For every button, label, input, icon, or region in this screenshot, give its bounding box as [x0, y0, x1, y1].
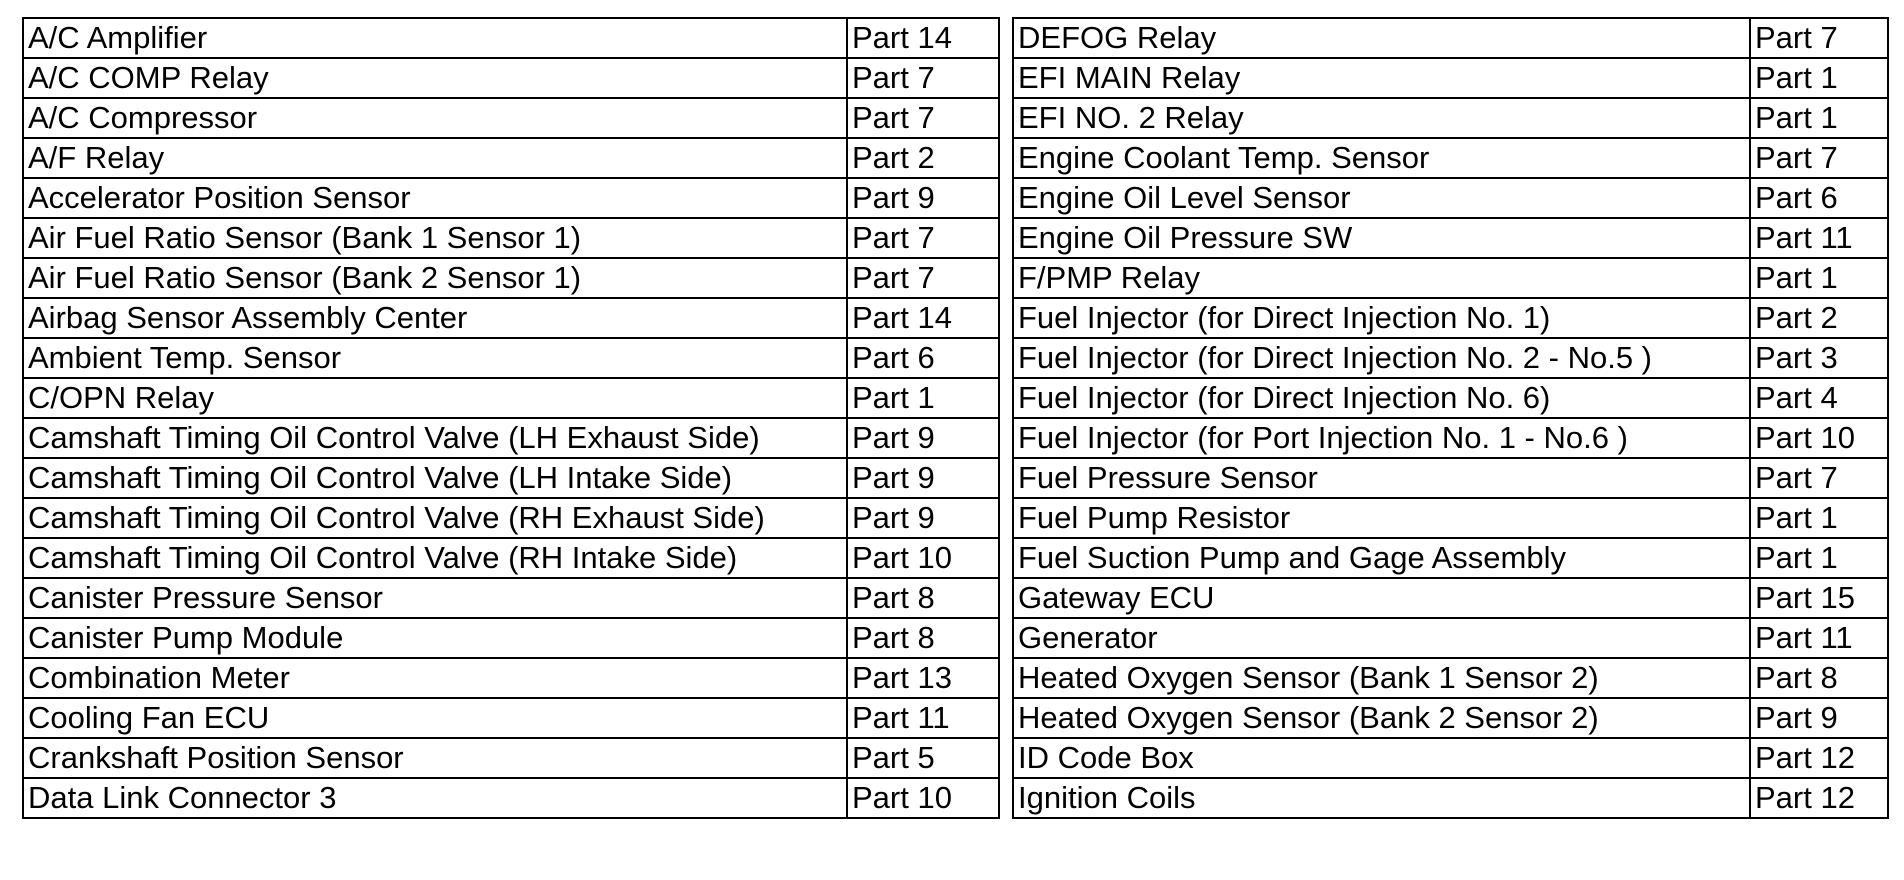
component-name-cell: Fuel Pump Resistor	[1013, 498, 1750, 538]
component-name-cell: A/C Compressor	[23, 98, 847, 138]
component-name-cell: C/OPN Relay	[23, 378, 847, 418]
component-name-cell: Combination Meter	[23, 658, 847, 698]
table-row	[23, 458, 999, 498]
part-number-cell: Part 12	[1750, 738, 1888, 778]
component-name-cell: Gateway ECU	[1013, 578, 1750, 618]
part-number-cell: Part 5	[847, 738, 999, 778]
table-row	[1013, 738, 1888, 778]
table-row	[1013, 658, 1888, 698]
table-row	[23, 578, 999, 618]
table-row	[23, 338, 999, 378]
part-number-cell: Part 9	[1750, 698, 1888, 738]
part-number-cell: Part 10	[1750, 418, 1888, 458]
component-name-cell: ID Code Box	[1013, 738, 1750, 778]
part-number-cell: Part 1	[1750, 98, 1888, 138]
component-name-cell: Airbag Sensor Assembly Center	[23, 298, 847, 338]
table-row	[1013, 98, 1888, 138]
part-number-cell: Part 7	[847, 98, 999, 138]
component-name-cell: Ambient Temp. Sensor	[23, 338, 847, 378]
table-row	[1013, 418, 1888, 458]
table-row	[23, 218, 999, 258]
part-number-cell: Part 9	[847, 458, 999, 498]
part-number-cell: Part 14	[847, 18, 999, 58]
part-number-cell: Part 7	[847, 218, 999, 258]
part-number-cell: Part 6	[1750, 178, 1888, 218]
part-number-cell: Part 14	[847, 298, 999, 338]
part-number-cell: Part 7	[847, 58, 999, 98]
component-name-cell: Heated Oxygen Sensor (Bank 1 Sensor 2)	[1013, 658, 1750, 698]
right-component-table-body	[1013, 18, 1888, 818]
left-component-table	[22, 17, 1000, 819]
table-row	[1013, 178, 1888, 218]
table-row	[23, 18, 999, 58]
table-row	[1013, 298, 1888, 338]
part-number-cell: Part 8	[847, 578, 999, 618]
component-name-cell: Fuel Suction Pump and Gage Assembly	[1013, 538, 1750, 578]
table-row	[1013, 538, 1888, 578]
part-number-cell: Part 8	[847, 618, 999, 658]
part-number-cell: Part 13	[847, 658, 999, 698]
component-name-cell: EFI NO. 2 Relay	[1013, 98, 1750, 138]
table-row	[23, 498, 999, 538]
part-number-cell: Part 1	[847, 378, 999, 418]
component-name-cell: Camshaft Timing Oil Control Valve (RH Intake Side)	[23, 538, 847, 578]
table-row	[23, 298, 999, 338]
table-row	[1013, 778, 1888, 818]
table-row	[1013, 258, 1888, 298]
component-name-cell: F/PMP Relay	[1013, 258, 1750, 298]
right-component-table	[1012, 17, 1889, 819]
part-number-cell: Part 2	[847, 138, 999, 178]
table-row	[23, 738, 999, 778]
component-name-cell: Engine Oil Level Sensor	[1013, 178, 1750, 218]
component-name-cell: Fuel Injector (for Direct Injection No. 2 - No.5 )	[1013, 338, 1750, 378]
part-number-cell: Part 7	[847, 258, 999, 298]
component-name-cell: Engine Oil Pressure SW	[1013, 218, 1750, 258]
component-name-cell: Fuel Injector (for Port Injection No. 1 - No.6 )	[1013, 418, 1750, 458]
table-row	[1013, 698, 1888, 738]
component-name-cell: Ignition Coils	[1013, 778, 1750, 818]
component-name-cell: Engine Coolant Temp. Sensor	[1013, 138, 1750, 178]
component-name-cell: Air Fuel Ratio Sensor (Bank 1 Sensor 1)	[23, 218, 847, 258]
part-number-cell: Part 12	[1750, 778, 1888, 818]
component-name-cell: Fuel Injector (for Direct Injection No. 6)	[1013, 378, 1750, 418]
component-name-cell: A/F Relay	[23, 138, 847, 178]
component-name-cell: Camshaft Timing Oil Control Valve (LH Exhaust Side)	[23, 418, 847, 458]
table-row	[1013, 58, 1888, 98]
part-number-cell: Part 7	[1750, 138, 1888, 178]
component-name-cell: Canister Pressure Sensor	[23, 578, 847, 618]
part-number-cell: Part 8	[1750, 658, 1888, 698]
component-name-cell: A/C Amplifier	[23, 18, 847, 58]
component-name-cell: Data Link Connector 3	[23, 778, 847, 818]
table-row	[1013, 578, 1888, 618]
part-number-cell: Part 7	[1750, 458, 1888, 498]
component-name-cell: Fuel Injector (for Direct Injection No. 1)	[1013, 298, 1750, 338]
part-number-cell: Part 3	[1750, 338, 1888, 378]
table-row	[1013, 378, 1888, 418]
component-name-cell: Air Fuel Ratio Sensor (Bank 2 Sensor 1)	[23, 258, 847, 298]
component-name-cell: Generator	[1013, 618, 1750, 658]
component-name-cell: Camshaft Timing Oil Control Valve (LH Intake Side)	[23, 458, 847, 498]
part-number-cell: Part 10	[847, 538, 999, 578]
part-number-cell: Part 9	[847, 178, 999, 218]
component-name-cell: Camshaft Timing Oil Control Valve (RH Exhaust Side)	[23, 498, 847, 538]
component-name-cell: Fuel Pressure Sensor	[1013, 458, 1750, 498]
part-number-cell: Part 1	[1750, 58, 1888, 98]
table-row	[1013, 18, 1888, 58]
table-row	[23, 538, 999, 578]
part-number-cell: Part 1	[1750, 258, 1888, 298]
table-row	[23, 618, 999, 658]
component-name-cell: Canister Pump Module	[23, 618, 847, 658]
table-row	[23, 258, 999, 298]
table-row	[23, 778, 999, 818]
table-row	[1013, 458, 1888, 498]
part-number-cell: Part 6	[847, 338, 999, 378]
part-number-cell: Part 4	[1750, 378, 1888, 418]
part-number-cell: Part 9	[847, 418, 999, 458]
table-row	[23, 58, 999, 98]
table-row	[23, 138, 999, 178]
part-number-cell: Part 2	[1750, 298, 1888, 338]
table-row	[23, 378, 999, 418]
component-name-cell: Cooling Fan ECU	[23, 698, 847, 738]
part-number-cell: Part 11	[1750, 218, 1888, 258]
table-row	[23, 658, 999, 698]
component-name-cell: DEFOG Relay	[1013, 18, 1750, 58]
component-name-cell: Heated Oxygen Sensor (Bank 2 Sensor 2)	[1013, 698, 1750, 738]
table-row	[23, 178, 999, 218]
component-name-cell: A/C COMP Relay	[23, 58, 847, 98]
table-row	[1013, 218, 1888, 258]
table-row	[1013, 498, 1888, 538]
component-name-cell: Accelerator Position Sensor	[23, 178, 847, 218]
part-number-cell: Part 1	[1750, 538, 1888, 578]
table-row	[23, 418, 999, 458]
left-component-table-body	[23, 18, 999, 818]
component-name-cell: EFI MAIN Relay	[1013, 58, 1750, 98]
table-row	[1013, 138, 1888, 178]
component-name-cell: Crankshaft Position Sensor	[23, 738, 847, 778]
part-number-cell: Part 11	[1750, 618, 1888, 658]
part-number-cell: Part 7	[1750, 18, 1888, 58]
table-row	[1013, 618, 1888, 658]
table-row	[23, 98, 999, 138]
part-number-cell: Part 1	[1750, 498, 1888, 538]
table-row	[1013, 338, 1888, 378]
part-number-cell: Part 9	[847, 498, 999, 538]
part-number-cell: Part 15	[1750, 578, 1888, 618]
part-number-cell: Part 11	[847, 698, 999, 738]
table-row	[23, 698, 999, 738]
part-number-cell: Part 10	[847, 778, 999, 818]
